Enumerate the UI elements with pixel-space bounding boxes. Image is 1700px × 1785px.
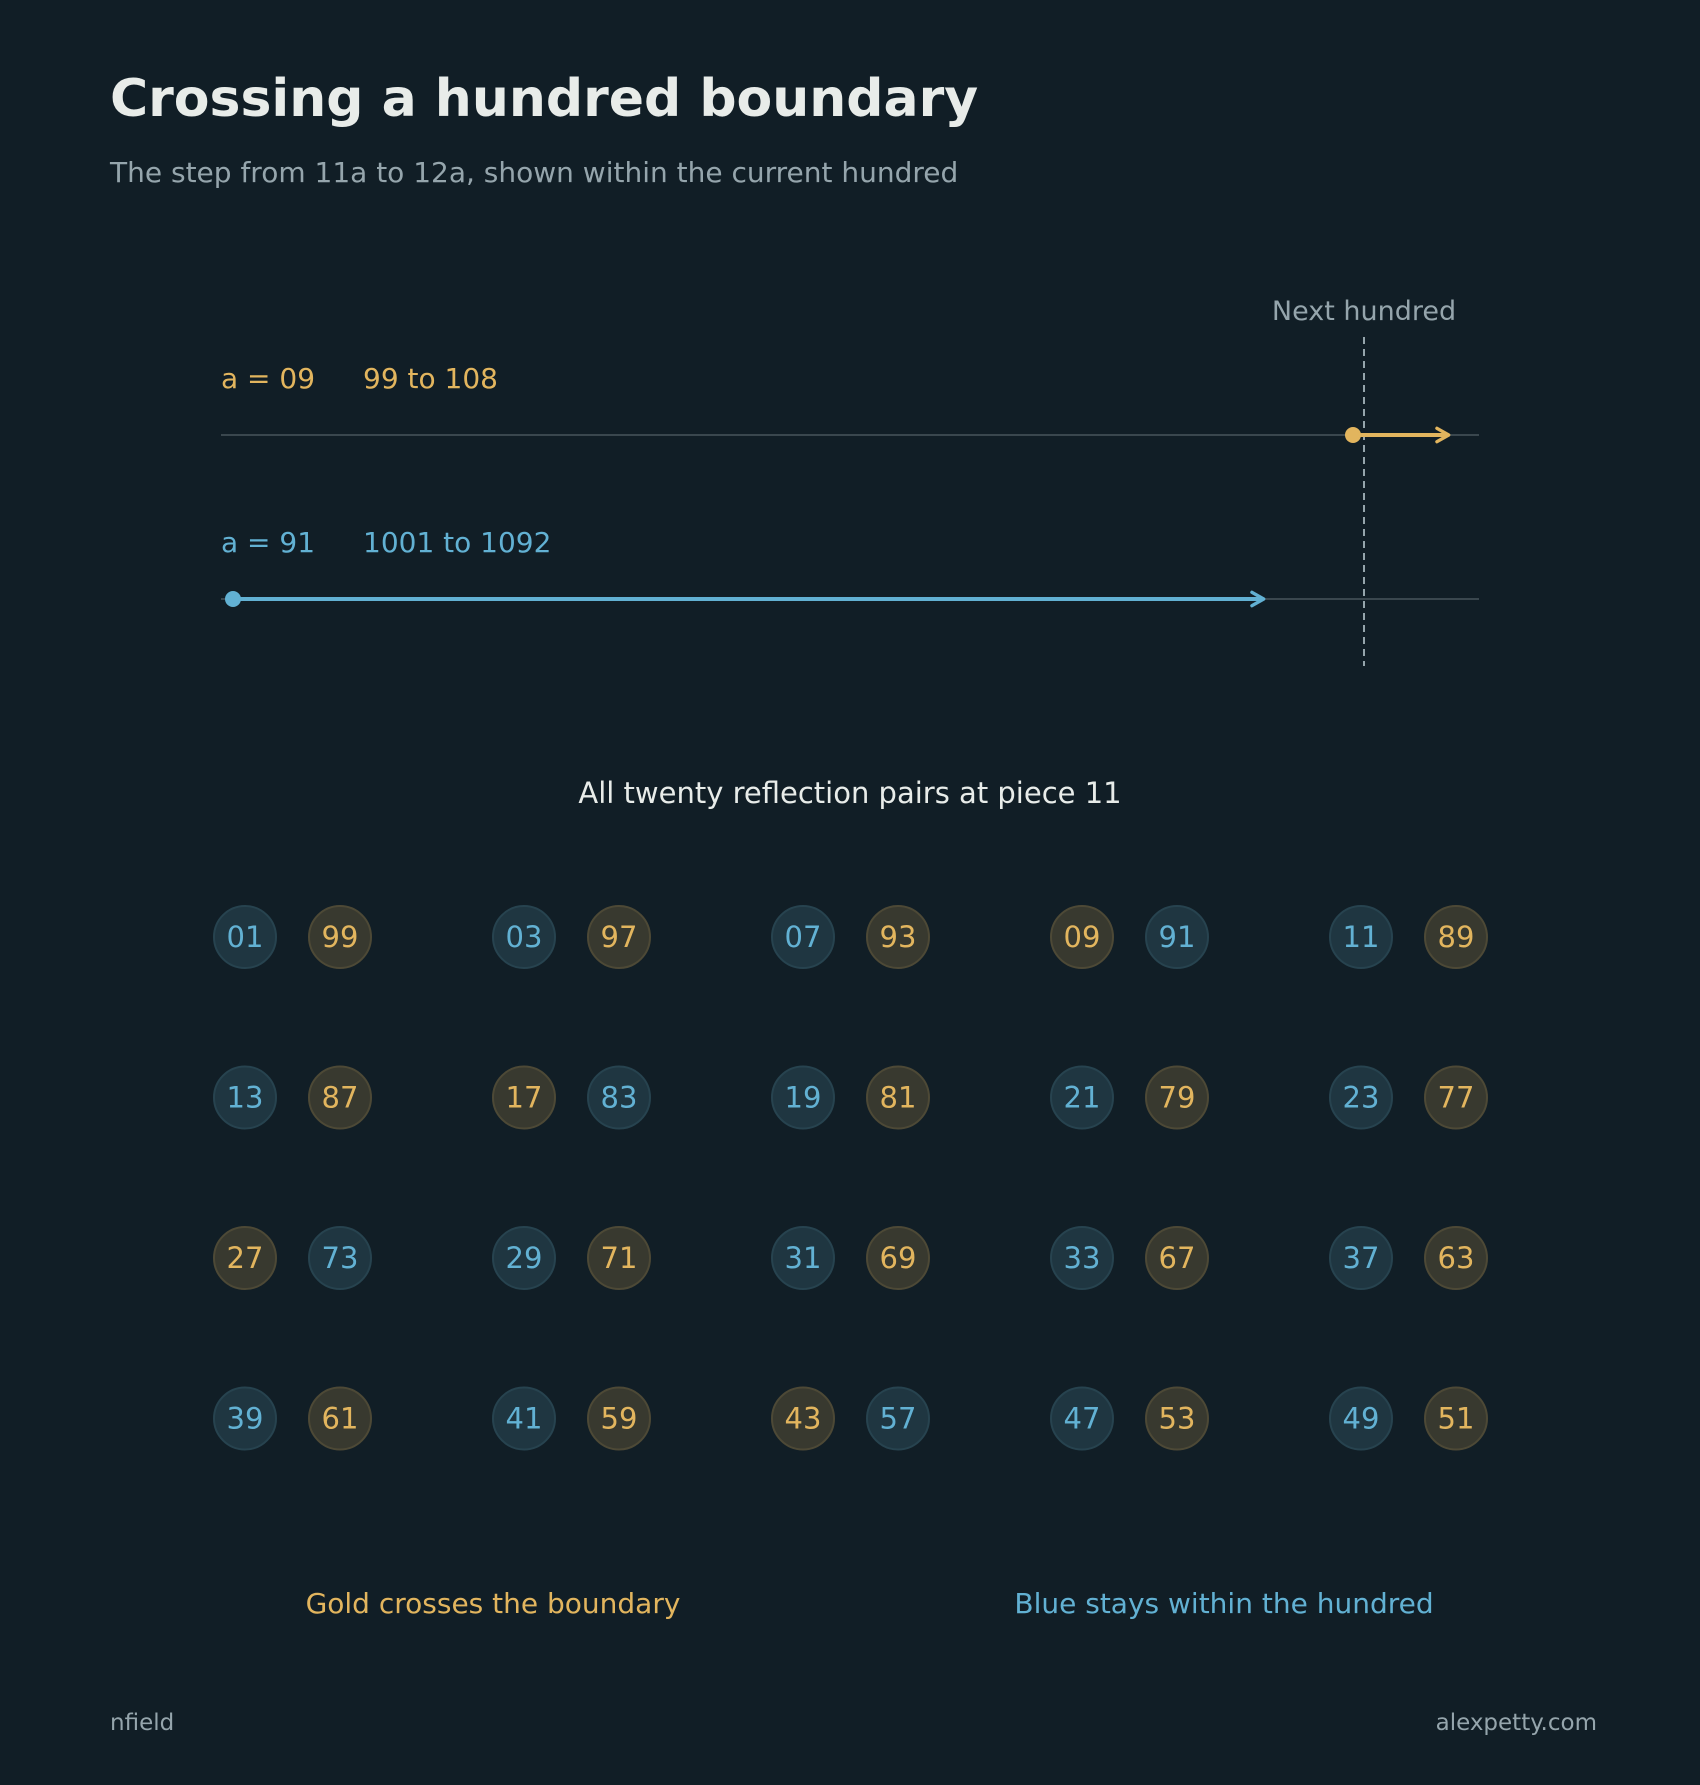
pair-number: 53 — [1158, 1401, 1196, 1436]
reflection-pair — [772, 1227, 929, 1289]
pair-number: 69 — [879, 1241, 917, 1275]
pair-number: 23 — [1342, 1080, 1380, 1115]
pair-number: 77 — [1437, 1080, 1475, 1115]
pair-number: 87 — [321, 1080, 359, 1115]
row-gold-start-dot — [1345, 427, 1361, 443]
reflection-pair — [1330, 1388, 1487, 1450]
pair-number: 21 — [1063, 1080, 1101, 1115]
reflection-pair — [214, 906, 371, 968]
pair-number: 57 — [879, 1401, 917, 1436]
pair-number: 29 — [505, 1241, 543, 1275]
pair-number: 19 — [784, 1080, 822, 1115]
reflection-pair — [772, 906, 929, 968]
reflection-pair — [1330, 1227, 1487, 1289]
reflection-pair — [214, 1388, 371, 1450]
reflection-pair — [772, 1067, 929, 1129]
reflection-pair — [772, 1388, 929, 1450]
pair-number: 43 — [784, 1401, 822, 1436]
row-gold-a-label: a = 09 — [221, 362, 316, 395]
pair-number: 11 — [1342, 920, 1380, 954]
footer-credit-left: nfield — [110, 1710, 175, 1736]
footer-credit-right: alexpetty.com — [1435, 1710, 1597, 1736]
reflection-pair — [1051, 906, 1208, 968]
pair-number: 97 — [600, 920, 638, 954]
page-subtitle: The step from 11a to 12a, shown within the current hundred — [110, 156, 959, 189]
pair-number: 27 — [226, 1241, 264, 1275]
row-blue-start-dot — [225, 591, 241, 607]
row-blue-a-label: a = 91 — [221, 526, 316, 559]
pair-number: 09 — [1063, 920, 1101, 954]
reflection-pair — [493, 906, 650, 968]
pair-number: 83 — [600, 1080, 638, 1115]
pair-number: 17 — [505, 1080, 543, 1115]
reflection-pair — [1051, 1067, 1208, 1129]
pair-number: 63 — [1437, 1241, 1475, 1275]
row-gold-range-label: 99 to 108 — [363, 362, 498, 395]
reflection-pair — [493, 1227, 650, 1289]
pair-number: 81 — [879, 1080, 917, 1115]
pair-number: 79 — [1158, 1080, 1196, 1115]
pair-number: 07 — [784, 920, 822, 954]
pair-number: 99 — [321, 920, 359, 954]
page-title: Crossing a hundred boundary — [110, 69, 979, 129]
pair-number: 73 — [321, 1241, 359, 1275]
pair-number: 33 — [1063, 1241, 1101, 1275]
pair-number: 39 — [226, 1401, 264, 1436]
boundary-label: Next hundred — [1271, 296, 1457, 327]
pair-number: 03 — [505, 920, 543, 954]
row-blue-range-label: 1001 to 1092 — [363, 526, 552, 559]
legend-gold-label: Gold crosses the boundary — [305, 1587, 681, 1620]
pair-number: 91 — [1158, 920, 1196, 954]
reflection-pair — [1051, 1388, 1208, 1450]
pair-number: 61 — [321, 1401, 359, 1436]
pair-number: 41 — [505, 1401, 543, 1436]
pair-number: 89 — [1437, 920, 1475, 954]
pair-number: 47 — [1063, 1401, 1101, 1436]
reflection-pair — [1330, 906, 1487, 968]
pair-number: 01 — [226, 920, 264, 954]
reflection-pair — [1330, 1067, 1487, 1129]
pair-number: 31 — [784, 1241, 822, 1275]
reflection-pair — [214, 1067, 371, 1129]
pair-number: 49 — [1342, 1401, 1380, 1436]
pair-number: 93 — [879, 920, 917, 954]
pair-number: 13 — [226, 1080, 264, 1115]
pair-number: 37 — [1342, 1241, 1380, 1275]
pair-number: 59 — [600, 1401, 638, 1436]
reflection-pair — [493, 1388, 650, 1450]
reflection-pair — [493, 1067, 650, 1129]
reflection-pair — [214, 1227, 371, 1289]
legend-blue-label: Blue stays within the hundred — [1014, 1587, 1434, 1620]
pairs-section-title: All twenty reflection pairs at piece 11 — [578, 776, 1122, 810]
pair-number: 71 — [600, 1241, 638, 1275]
pair-number: 67 — [1158, 1241, 1196, 1275]
pairs-grid — [214, 906, 1487, 1450]
reflection-pair — [1051, 1227, 1208, 1289]
pair-number: 51 — [1437, 1401, 1475, 1436]
